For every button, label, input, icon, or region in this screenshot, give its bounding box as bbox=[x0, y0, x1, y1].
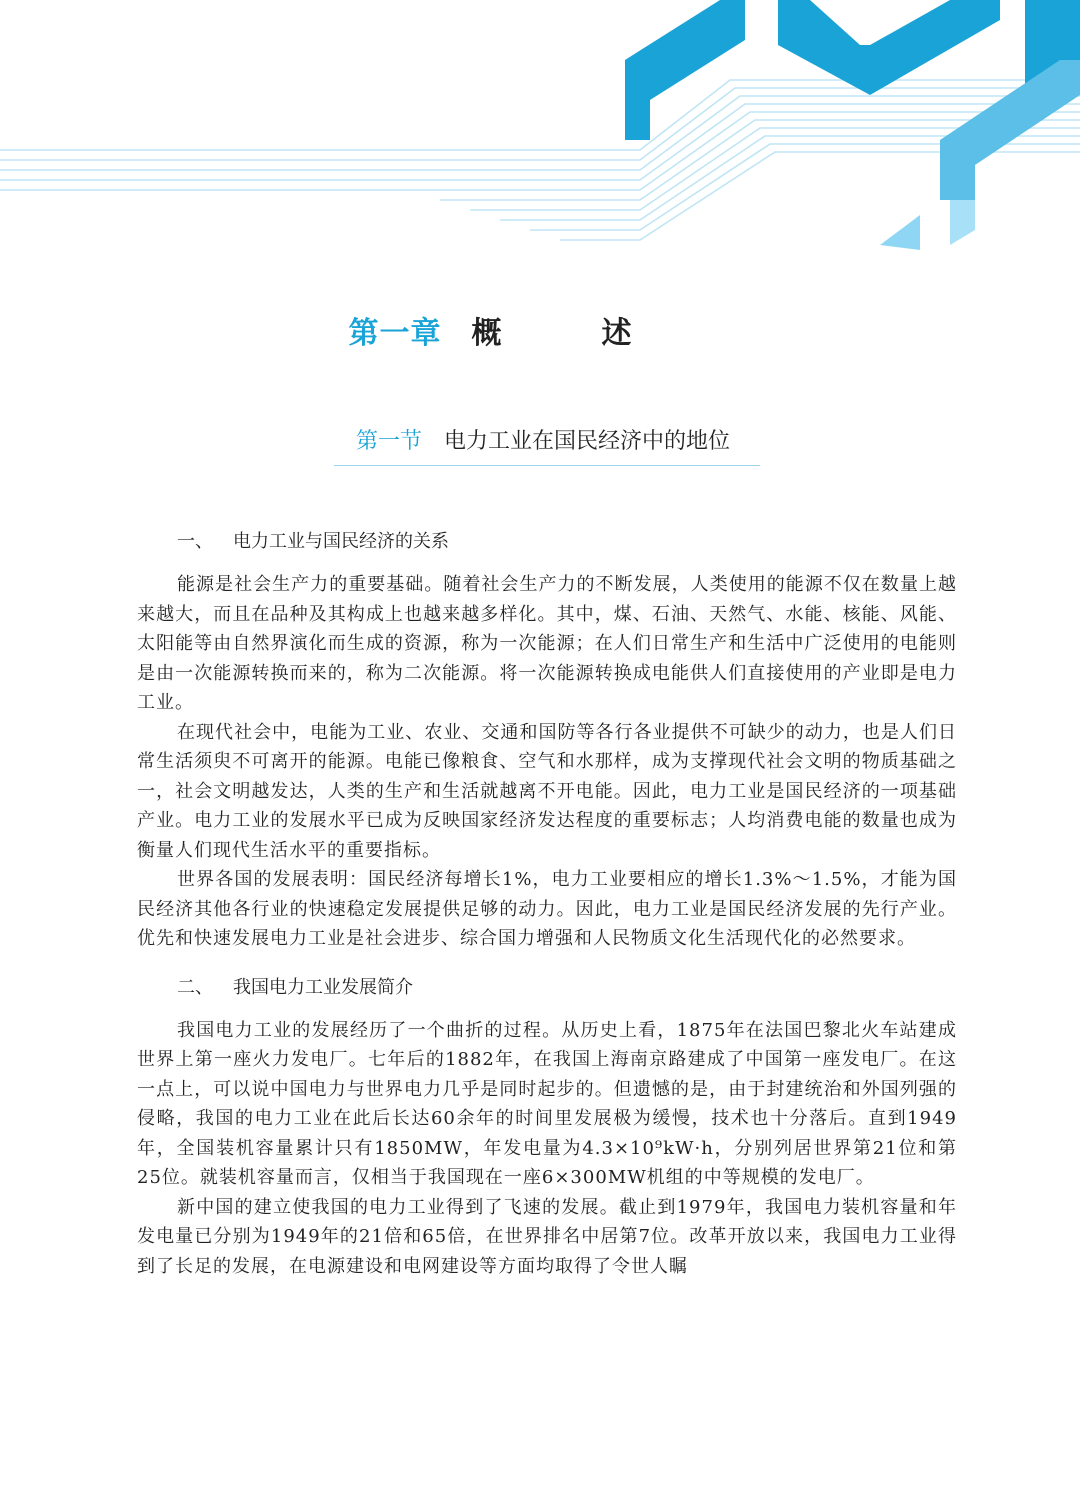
subsection-number: 一、 bbox=[177, 531, 213, 552]
subsection-heading bbox=[177, 528, 957, 556]
subsection-heading bbox=[177, 974, 957, 1002]
paragraph: 世界各国的发展表明：国民经济每增长1%，电力工业要相应的增长1.3%～1.5%，才能为国民经济其他各行业的快速稳定发展提供足够的动力。因此，电力工业是国民经济发展的先行产业。优先和快速发展电力工业是社会进步、综合国力增强和人民物质文化生活现代化的必然要求。 bbox=[137, 869, 957, 949]
chapter-title bbox=[0, 308, 1080, 352]
paragraph: 我国电力工业的发展经历了一个曲折的过程。从历史上看，1875年在法国巴黎北火车站建成世界上第一座火力发电厂。七年后的1882年，在我国上海南京路建成了中国第一座发电厂。在这一点上，可以说中国电力与世界电力几乎是同时起步的。但遗憾的是，由于封建统治和外国列强的侵略，我国的电力工业在此后长达60余年的时间里发展极为缓慢，技术也十分落后。直到1949年，全国装机容量累计只有1850MW，年发电量为4.3×10⁹kW·h，分别列居世界第21位和第25位。就装机容量而言，仅相当于我国现在一座6×300MW机组的中等规模的发电厂。 bbox=[137, 1019, 957, 1188]
subsection-title: 我国电力工业发展简介 bbox=[233, 976, 413, 998]
body-content bbox=[137, 528, 957, 1281]
header-decoration bbox=[0, 0, 1080, 260]
section-label: 第一节 bbox=[356, 429, 423, 454]
section-title bbox=[334, 424, 760, 466]
paragraph: 在现代社会中，电能为工业、农业、交通和国防等各行各业提供不可缺少的动力，也是人们日常生活须臾不可离开的能源。电能已像粮食、空气和水那样，成为支撑现代社会文明的物质基础之一，社会文明越发达，人类的生产和生活就越离不开电能。因此，电力工业是国民经济的一项基础产业。电力工业的发展水平已成为反映国家经济发达程度的重要标志；人均消费电能的数量也成为衡量人们现代生活水平的重要指标。 bbox=[137, 721, 957, 861]
chapter-name: 概述 bbox=[471, 316, 732, 351]
subsection-title: 电力工业与国民经济的关系 bbox=[233, 531, 449, 552]
chapter-label: 第一章 bbox=[348, 316, 442, 351]
paragraph: 新中国的建立使我国的电力工业得到了飞速的发展。截止到1979年，我国电力装机容量和年发电量已分别为1949年的21倍和65倍，在世界排名中居第7位。改革开放以来，我国电力工业得到了长足的发展，在电源建设和电网建设等方面均取得了令世人瞩 bbox=[137, 1196, 957, 1277]
section-name: 电力工业在国民经济中的地位 bbox=[444, 429, 731, 454]
subsection-number: 二、 bbox=[177, 976, 213, 998]
paragraph: 能源是社会生产力的重要基础。随着社会生产力的不断发展，人类使用的能源不仅在数量上越来越大，而且在品种及其构成上也越来越多样化。其中，煤、石油、天然气、水能、核能、风能、太阳能等由自然界演化而生成的资源，称为一次能源；在人们日常生产和生活中广泛使用的电能则是由一次能源转换而来的，称为二次能源。将一次能源转换成电能供人们直接使用的产业即是电力工业。 bbox=[137, 574, 957, 713]
